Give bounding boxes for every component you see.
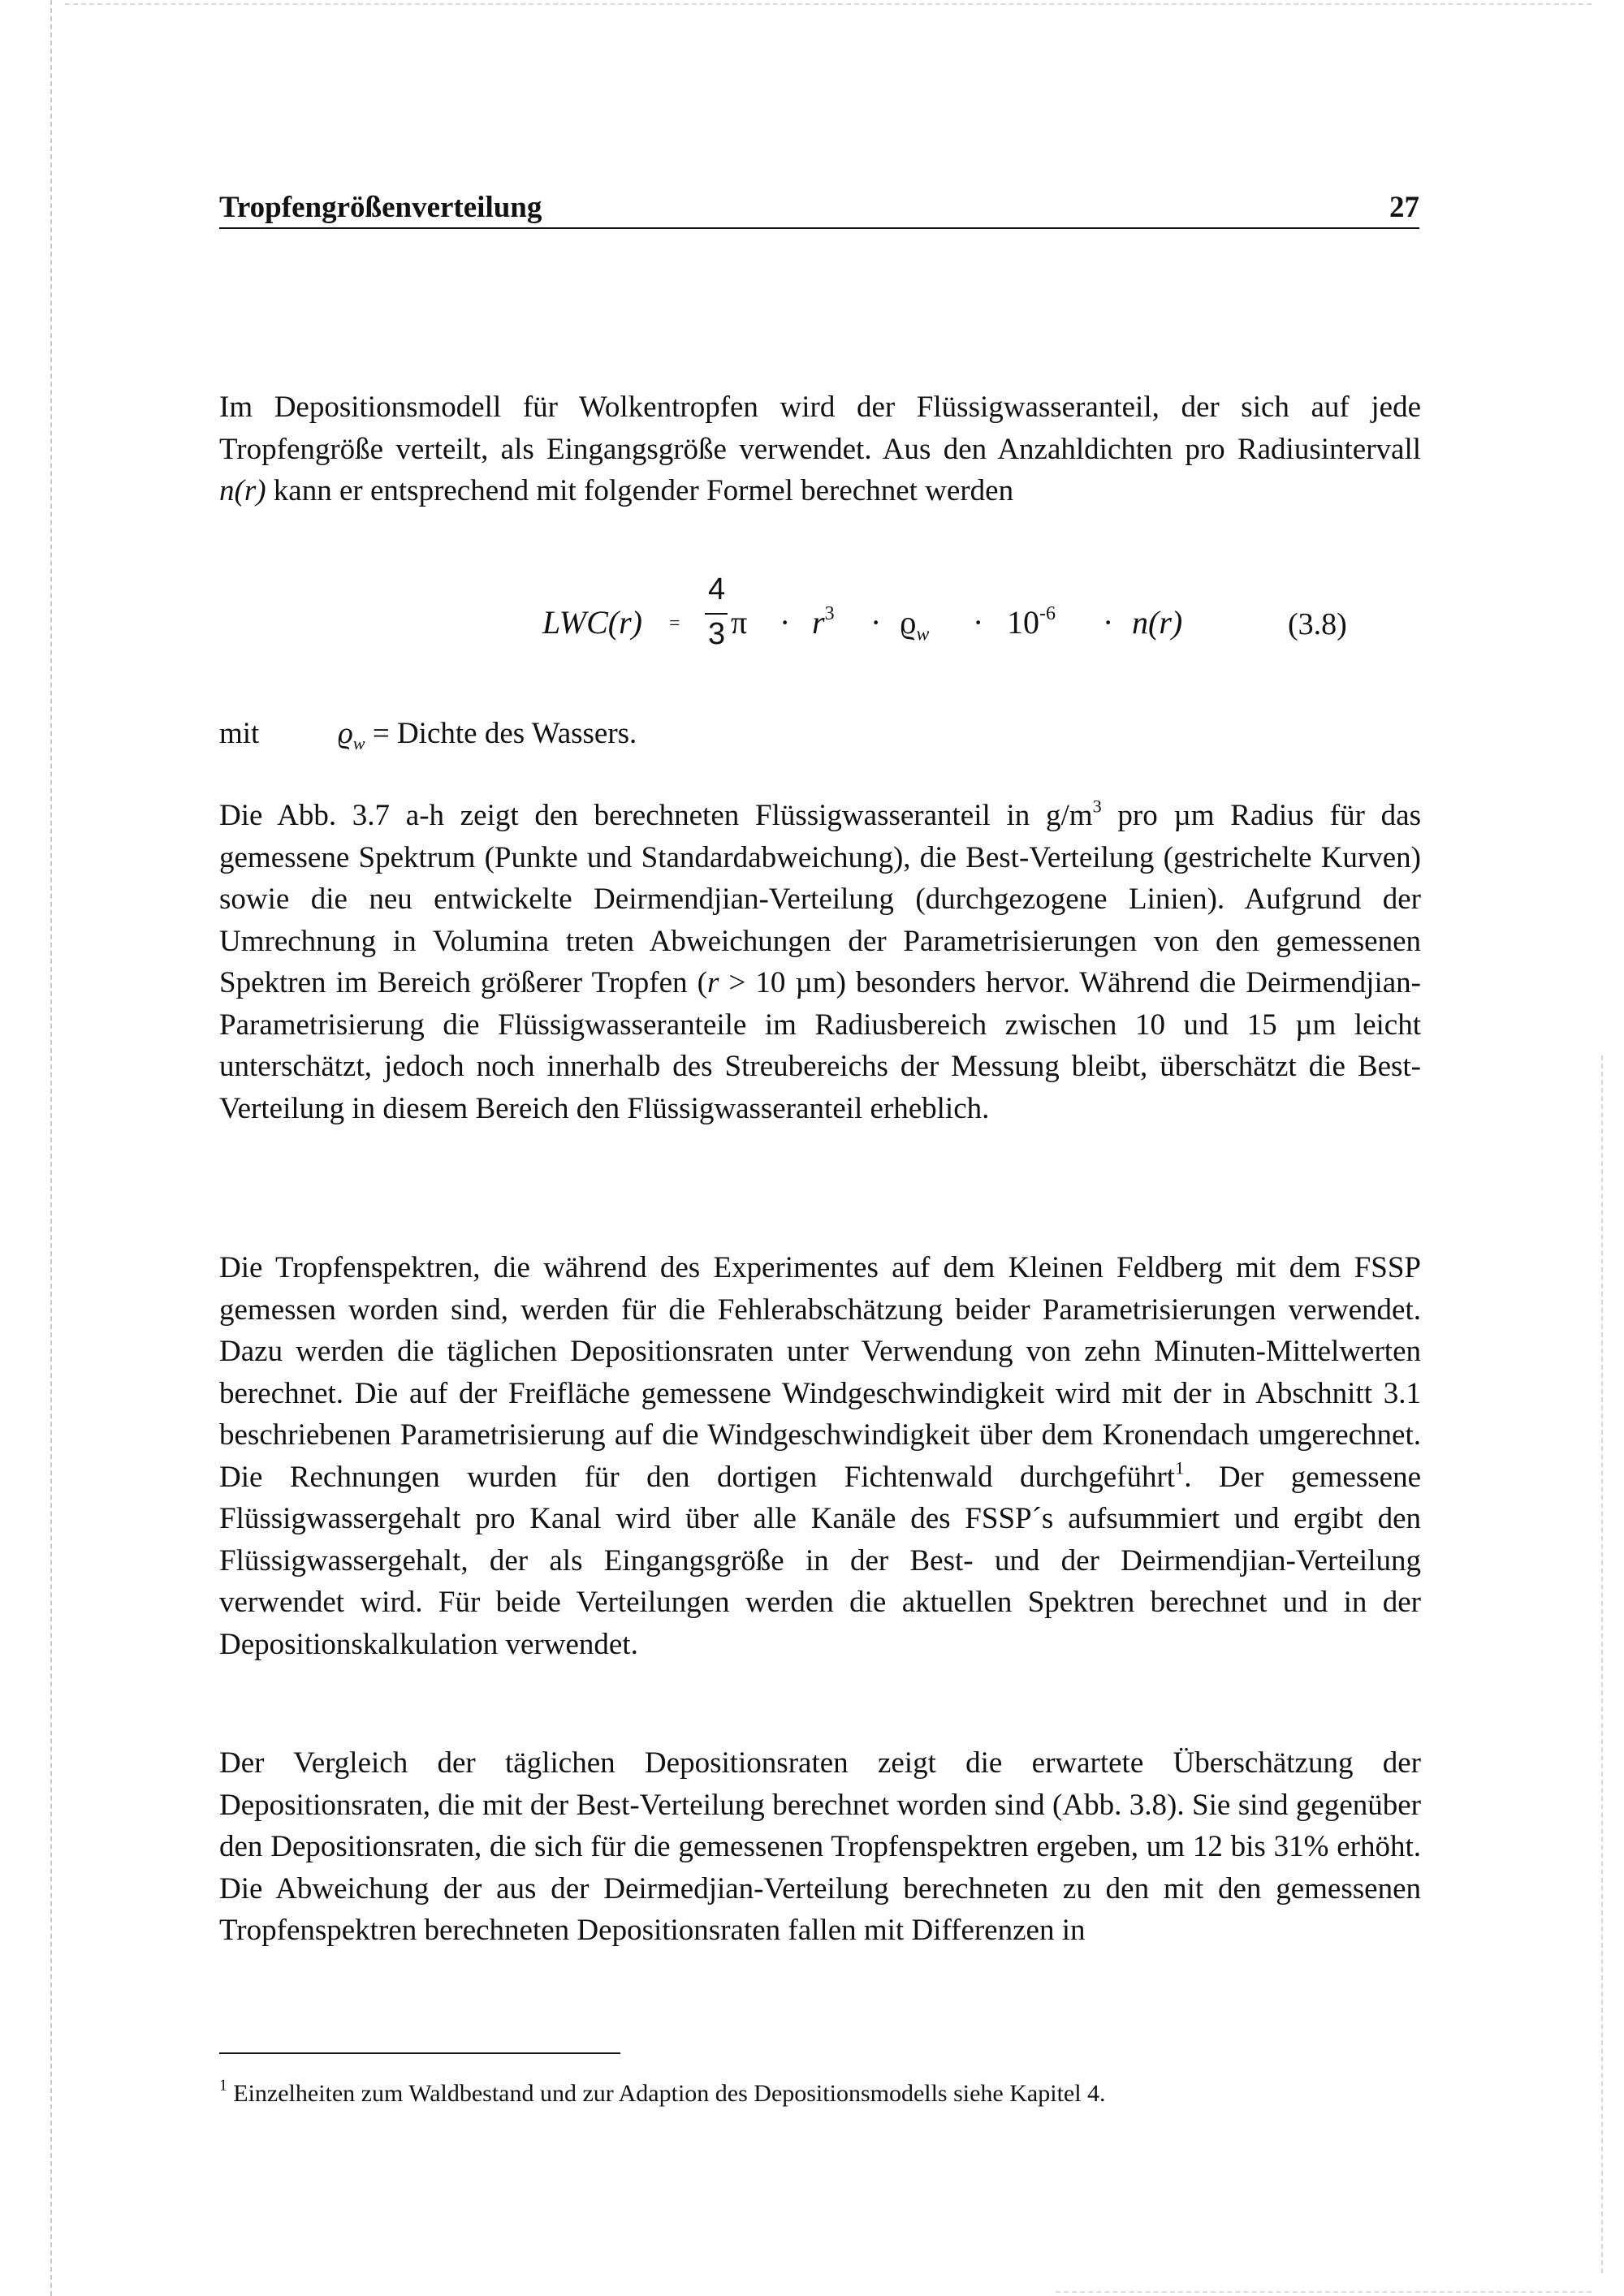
footnote-marker: 1 — [219, 2077, 227, 2095]
equation-lhs — [542, 603, 642, 641]
multiply-dot: · — [780, 604, 791, 641]
water-density — [900, 603, 929, 645]
equation-number: (3.8) — [1288, 607, 1347, 641]
paragraph-text: . Der gemessene Flüssigwassergehalt pro Kanal wird über alle Kanäle des FSSP´s aufsummiert und ergibt den Flüssigwassergehalt, der als Eingangsgröße in der Best- und der Deirmendjian-Verteilung verwendet wird. Für beide Verteilungen werden die aktuellen Spektren berechnet und in der Depositionskalkulation verwendet. — [219, 1460, 1421, 1661]
paragraph-error-estimation — [219, 1247, 1421, 1665]
paragraph-text: Im Depositionsmodell für Wolkentropfen wird der Flüssigwasseranteil, der sich auf jede Tropfengröße verteilt, als Eingangsgröße verwendet. Aus den Anzahldichten pro Radiusintervall — [219, 391, 1421, 466]
fraction-bar — [705, 613, 728, 615]
paragraph-text: Die Tropfenspektren, die während des Experimentes auf dem Kleinen Feldberg mit dem FSSP gemessen worden sind, werden für die Fehlerabschätzung beider Parametrisierungen verwendet. Dazu werden die täglichen Depositionsraten unter Verwendung von zehn Minuten-Mittelwerten berechnet. Die auf der Freifläche gemessene Windgeschwindigkeit wird mit der in Abschnitt 3.1 beschriebenen Parametrisierung auf die Windgeschwindigkeit über dem Kronendach umgerechnet. Die Rechnungen wurden für den dortigen Fichtenwald durchgeführt — [219, 1251, 1421, 1494]
fraction-numerator: 4 — [708, 572, 726, 606]
unit-exponent: 3 — [1092, 796, 1102, 817]
number-density — [1132, 603, 1182, 641]
footnote-reference: 1 — [1175, 1457, 1185, 1478]
paragraph-text: pro µm Radius für das gemessene Spektrum (Punkte und Standardabweichung), die Best-Verteilung (gestrichelte Kurven) sowie die neu entwickelte Deirmendjian-Verteilung (durchgezogene Linien). Aufgrund der Umrechnung in Volumina treten Abweichungen der Parametrisierungen von den gemessenen Spektren im Bereich größerer Tropfen ( — [219, 799, 1421, 999]
definition-description: = Dichte des Wassers. — [365, 717, 637, 750]
rho-subscript: w — [352, 732, 365, 753]
power-of-ten — [1007, 603, 1056, 641]
paragraph-text: Die Abb. 3.7 a-h zeigt den berechneten Flüssigwasseranteil in g/m — [219, 799, 1093, 832]
equals-sign: = — [669, 613, 680, 634]
fraction-denominator: 3 — [708, 617, 726, 651]
header-title: Tropfengrößenverteilung — [219, 191, 542, 224]
page-number: 27 — [1389, 191, 1419, 224]
scan-edge-right — [1601, 1055, 1603, 2273]
radius-exponent: 3 — [824, 603, 835, 625]
paragraph-text: Der Vergleich der täglichen Depositionsraten zeigt die erwartete Überschätzung der Depositionsraten, die mit der Best-Verteilung berechnet worden sind (Abb. 3.8). Sie sind gegenüber den Depositionsraten, die sich für die gemessenen Tropfenspektren ergeben, um 12 bis 31% erhöht. Die Abweichung der aus der Deirmedjian-Verteilung berechneten zu den mit den gemessenen Tropfenspektren berechneten Depositionsraten fallen mit Differenzen in — [219, 1746, 1421, 1947]
pi-symbol: π — [731, 604, 748, 641]
multiply-dot: · — [1103, 604, 1114, 641]
scan-edge-bottom — [1056, 2291, 1592, 2293]
lwc-symbol: LWC(r) — [542, 604, 642, 641]
paragraph-text: kann er entsprechend mit folgender Formel berechnet werden — [266, 474, 1014, 507]
running-header — [219, 188, 1419, 229]
multiply-dot: · — [973, 604, 984, 641]
footnote-text: Einzelheiten zum Waldbestand und zur Adaption des Depositionsmodells siehe Kapitel 4. — [227, 2080, 1106, 2107]
radius-cubed — [812, 603, 835, 641]
variable-n-r: n(r) — [219, 474, 266, 507]
rho-symbol: ϱ — [338, 717, 353, 750]
scan-edge-top — [65, 3, 1592, 5]
ten-exponent: -6 — [1039, 603, 1056, 625]
symbol-definition — [219, 716, 1421, 757]
multiply-dot: · — [870, 604, 882, 641]
paragraph-figure-3-7 — [219, 795, 1421, 1129]
footnote — [219, 2077, 1421, 2108]
paragraph-text: > 10 µm) besonders hervor. Während die Deirmendjian-Parametrisierung die Flüssigwasseranteile im Radiusbereich zwischen 10 und 15 µm leicht unterschätzt, jedoch noch innerhalb des Streubereichs der Messung bleibt, überschätzt die Best-Verteilung in diesem Bereich den Flüssigwasseranteil erheblich. — [219, 966, 1421, 1125]
equation-3-8 — [542, 572, 1419, 662]
mit-label: mit — [219, 717, 260, 750]
rho-subscript: w — [916, 624, 930, 645]
ten-base: 10 — [1007, 604, 1039, 641]
paragraph-liquid-water-intro — [219, 386, 1421, 512]
footnote-separator — [219, 2052, 620, 2054]
rho-symbol: ϱ — [900, 604, 917, 641]
paragraph-deposition-comparison — [219, 1742, 1421, 1952]
variable-r: r — [706, 966, 719, 999]
definition-text — [338, 716, 637, 754]
scan-edge-left — [50, 0, 52, 2296]
n-r-symbol: n(r) — [1132, 604, 1183, 641]
radius-symbol: r — [812, 604, 825, 641]
